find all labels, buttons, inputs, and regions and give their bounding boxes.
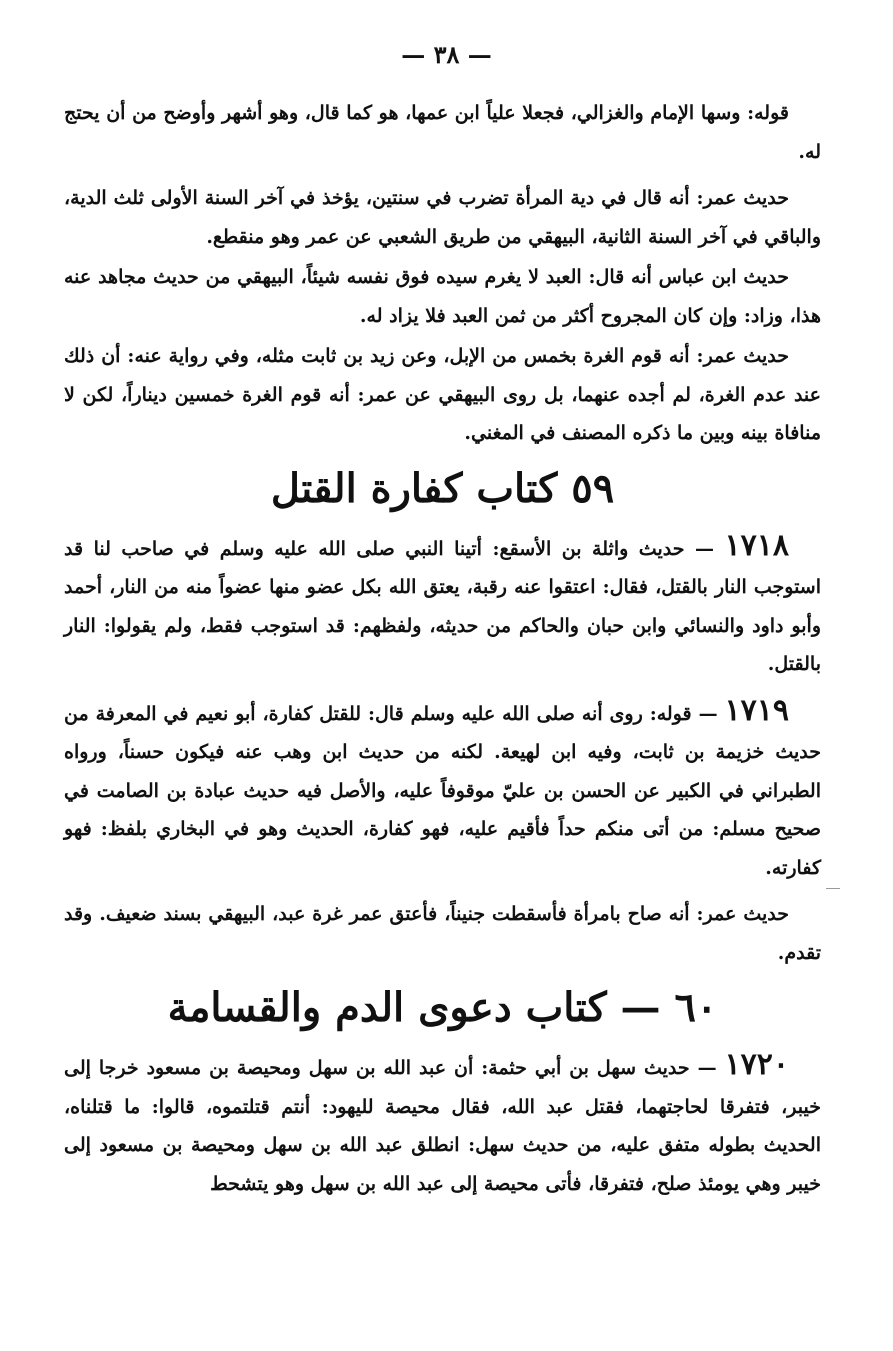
hadith-number-1720: ١٧٢٠ xyxy=(724,1047,789,1082)
paragraph-wasaha: قوله: وسها الإمام والغزالي، فجعلا علياً ابن عمها، هو كما قال، وهو أشهر وأوضح من أن يحتج له. xyxy=(64,102,821,163)
hadith-dash: — xyxy=(689,1057,725,1079)
page-body xyxy=(64,94,821,1203)
hadith-number-1719: ١٧١٩ xyxy=(724,692,789,728)
hadith-number-1718: ١٧١٨ xyxy=(724,527,789,563)
hadith-dash: — xyxy=(684,537,725,560)
hadith-text-1719: قوله: روى أنه صلى الله عليه وسلم قال: للقتل كفارة، أبو نعيم في المعرفة من حديث خزيمة بن ثابت، وفيه ابن لهيعة. لكنه من حديث ابن وهب عنه فيكون حسناً، ورواه الطبراني في الكبير عن الحسن بن عليّ موقوفاً عليه، والأصل فيه حديث عبادة بن الصامت في صحيح مسلم: من أتى منكم حداً فأقيم عليه، فهو كفارة، الحديث وهو في البخاري بلفظ: فهو كفارته. xyxy=(64,702,821,879)
hadith-1718 xyxy=(64,527,821,684)
hadith-text-1718: حديث واثلة بن الأسقع: أتينا النبي صلى الله عليه وسلم في صاحب لنا قد استوجب النار بالقتل، فقال: اعتقوا عنه رقبة، يعتق الله بكل عضو منها عضواً منه من النار، أحمد وأبو داود والنسائي وابن حبان والحاكم من حديثه، ولفظهم: قد استوجب فقط، ولم يقولوا: النار بالقتل. xyxy=(64,537,821,675)
hadith-dash: — xyxy=(691,702,725,725)
paragraph-hadith-umar-ghurra: حديث عمر: أنه قوم الغرة بخمس من الإبل، وعن زيد بن ثابت مثله، وفي رواية عنه: أن ذلك عند عدم الغرة، لم أجده عنهما، بل روى البيهقي عن عمر: أنه قوم الغرة خمسين ديناراً، لكن لا منافاة بينه وبين ما ذكره المصنف في المغني. xyxy=(64,345,821,444)
chapter-heading-59: ٥٩ كتاب كفارة القتل xyxy=(270,464,615,512)
paragraph-hadith-umar-diya: حديث عمر: أنه قال في دية المرأة تضرب في سنتين، يؤخذ في آخر السنة الأولى ثلث الدية، والباقي في آخر السنة الثانية، البيهقي من طريق الشعبي عن عمر وهو منقطع. xyxy=(64,187,821,248)
hadith-text-1720: حديث سهل بن أبي حثمة: أن عبد الله بن سهل ومحيصة بن مسعود خرجا إلى خيبر، فتفرقا لحاجتهما، فقتل عبد الله، فقال محيصة لليهود: أنتم قتلتموه، قالوا: ما قتلناه، الحديث بطوله متفق عليه، من حديث سهل: انطلق عبد الله بن سهل ومحيصة بن مسعود إلى خيبر وهي يومئذ صلح، فتفرقا، فأتى محيصة إلى عبد الله بن سهل وهو يتشحط xyxy=(64,1057,821,1195)
hadith-1719 xyxy=(64,692,821,888)
page-number: — ٣٨ — xyxy=(401,40,492,69)
paragraph-hadith-ibn-abbas: حديث ابن عباس أنه قال: العبد لا يغرم سيده فوق نفسه شيئاً، البيهقي من حديث مجاهد عنه هذا، وزاد: وإن كان المجروح أكثر من ثمن العبد فلا يزاد له. xyxy=(64,266,821,327)
hadith-1720 xyxy=(64,1046,821,1203)
chapter-heading-60: ٦٠ — كتاب دعوى الدم والقسامة xyxy=(167,984,718,1031)
margin-mark xyxy=(826,888,840,889)
paragraph-hadith-umar-janin: حديث عمر: أنه صاح بامرأة فأسقطت جنيناً، فأعتق عمر غرة عبد، البيهقي بسند ضعيف. وقد تقدم. xyxy=(64,903,821,964)
